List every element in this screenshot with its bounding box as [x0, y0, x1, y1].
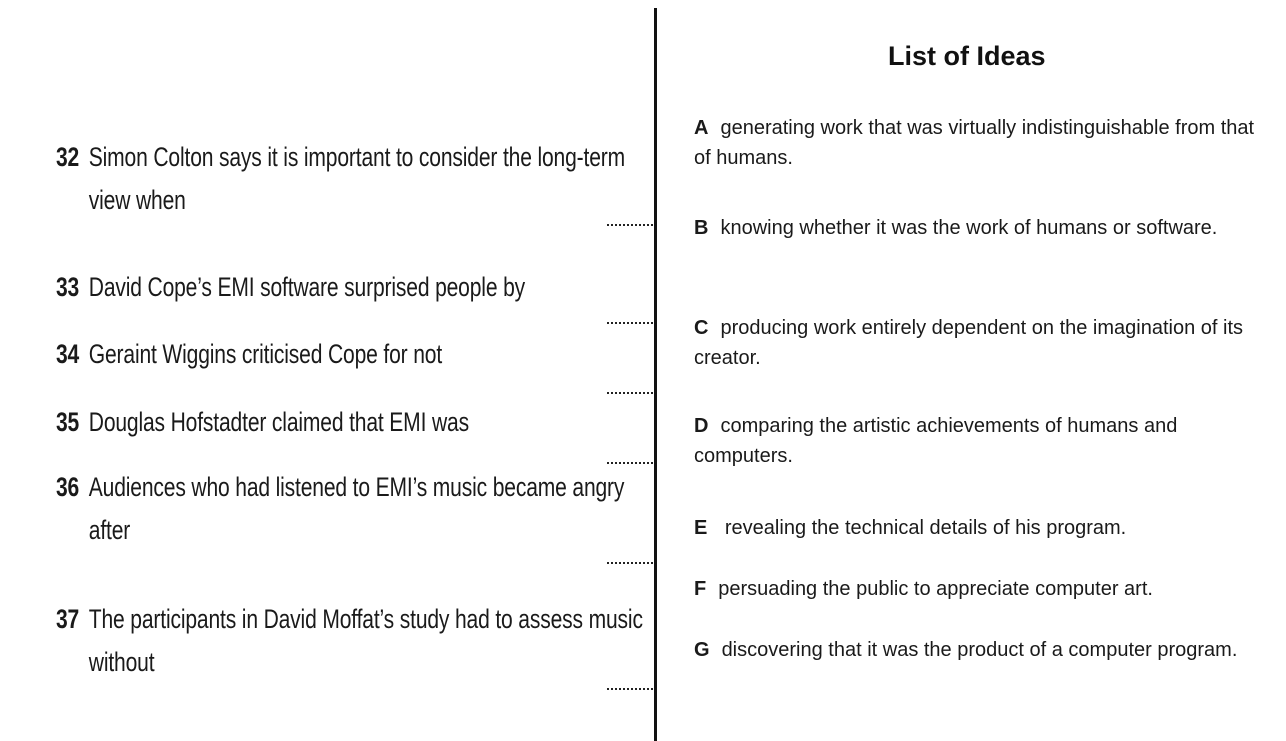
question-37 — [56, 604, 643, 678]
idea-item-b — [694, 213, 1269, 243]
idea-text: revealing the technical details of his program. — [719, 517, 1127, 539]
idea-text: discovering that it was the product of a computer program. — [721, 639, 1238, 661]
question-text: Douglas Hofstadter claimed that EMI was — [88, 407, 469, 437]
idea-letter: A — [694, 117, 709, 139]
idea-item-c — [694, 313, 1269, 373]
idea-text: knowing whether it was the work of humans or software. — [720, 217, 1218, 239]
idea-text: producing work entirely dependent on the imagination of its creator. — [694, 317, 1244, 369]
idea-letter: C — [694, 317, 709, 339]
question-33 — [56, 272, 525, 303]
question-text-continued: view when — [88, 185, 186, 215]
idea-letter: E — [694, 517, 708, 539]
question-number: 37 — [56, 604, 80, 634]
idea-item-g — [694, 635, 1269, 665]
idea-letter: D — [694, 415, 709, 437]
idea-letter: G — [694, 639, 710, 661]
answer-blank-32[interactable] — [607, 224, 653, 226]
idea-item-f — [694, 574, 1269, 604]
question-35 — [56, 407, 469, 438]
idea-text: comparing the artistic achievements of humans and computers. — [694, 415, 1178, 467]
question-number: 33 — [56, 272, 80, 302]
question-text-continued: without — [88, 647, 155, 677]
idea-item-d — [694, 411, 1269, 471]
question-34 — [56, 339, 442, 370]
question-text: Audiences who had listened to EMI’s music became angry — [88, 472, 625, 502]
idea-text: generating work that was virtually indistinguishable from that of humans. — [694, 117, 1255, 169]
answer-blank-36[interactable] — [607, 562, 653, 564]
question-text: David Cope’s EMI software surprised people by — [88, 272, 525, 302]
idea-letter: F — [694, 578, 707, 600]
idea-item-e — [694, 513, 1269, 543]
question-36 — [56, 472, 624, 546]
question-text-continued: after — [88, 515, 131, 545]
answer-blank-33[interactable] — [607, 322, 653, 324]
question-text: The participants in David Moffat’s study had to assess music — [88, 604, 643, 634]
answer-blank-35[interactable] — [607, 462, 653, 464]
idea-letter: B — [694, 217, 709, 239]
question-32 — [56, 142, 625, 216]
question-number: 34 — [56, 339, 80, 369]
ideas-title: List of Ideas — [888, 41, 1046, 71]
answer-blank-37[interactable] — [607, 688, 653, 690]
question-number: 36 — [56, 472, 80, 502]
idea-text: persuading the public to appreciate computer art. — [718, 578, 1153, 600]
question-number: 32 — [56, 142, 80, 172]
column-divider — [654, 8, 657, 741]
idea-item-a — [694, 113, 1269, 173]
question-text: Simon Colton says it is important to consider the long-term — [88, 142, 626, 172]
answer-blank-34[interactable] — [607, 392, 653, 394]
question-text: Geraint Wiggins criticised Cope for not — [88, 339, 443, 369]
question-number: 35 — [56, 407, 80, 437]
